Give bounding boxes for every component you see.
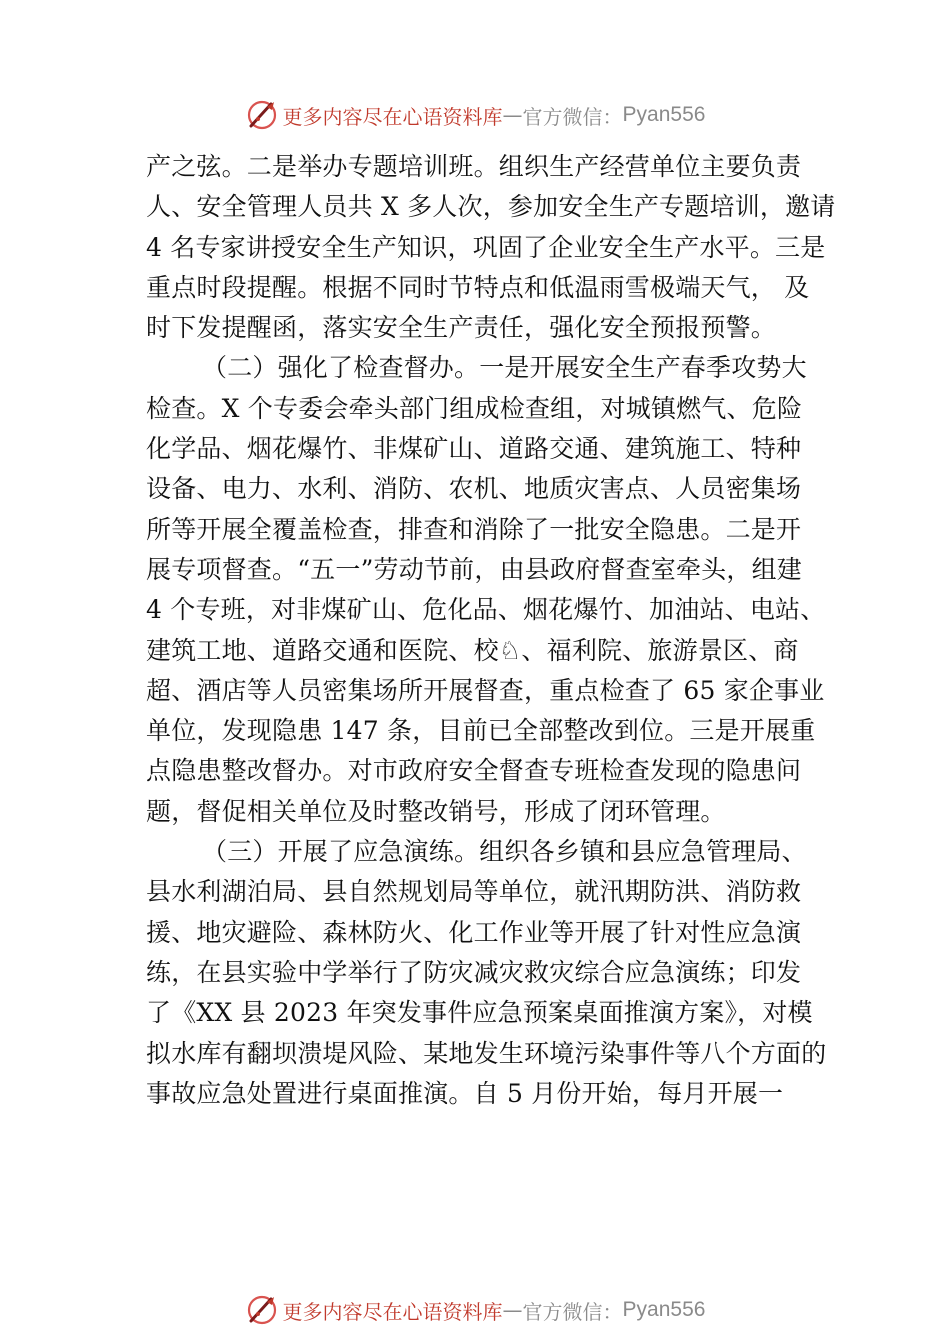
watermark-wechat-id: Pyan556: [622, 1298, 706, 1321]
document-body: [146, 147, 836, 1114]
watermark-red-text: 更多内容尽在心语资料库: [282, 104, 503, 129]
watermark-gray-text: 官方微信：: [522, 104, 623, 129]
text-line: 4 名专家讲授安全生产知识，巩固了企业安全生产水平。三是: [146, 232, 826, 262]
text-line: 重点时段提醒。根据不同时节特点和低温雨雪极端天气， 及: [146, 272, 810, 302]
text-line: 所等开展全覆盖检查，排查和消除了一批安全隐患。二是开: [146, 514, 802, 544]
brush-logo-icon: [245, 1293, 279, 1327]
watermark-dash: —: [502, 1298, 523, 1322]
text-line: 4 个专班，对非煤矿山、危化品、烟花爆竹、加油站、电站、: [146, 595, 826, 625]
text-line: 练，在县实验中学举行了防灾减灾救灾综合应急演练；印发: [146, 957, 802, 987]
text-line: 展专项督查。“五一”劳动节前，由县政府督查室牵头，组建: [146, 554, 802, 584]
text-line: 化学品、烟花爆竹、非煤矿山、道路交通、建筑施工、特种: [146, 434, 802, 464]
text-line: 事故应急处置进行桌面推演。自 5 月份开始，每月开展一: [146, 1078, 784, 1108]
text-line: 点隐患整改督办。对市政府安全督查专班检查发现的隐患问: [146, 756, 802, 786]
text-line: 单位，发现隐患 147 条，目前已全部整改到位。三是开展重: [146, 716, 816, 746]
header-watermark: [0, 95, 950, 135]
brush-logo-icon: [245, 98, 279, 132]
text-line: 产之弦。二是举办专题培训班。组织生产经营单位主要负责: [146, 152, 802, 181]
text-line: 建筑工地、道路交通和医院、校♘、福利院、旅游景区、商: [146, 635, 799, 665]
watermark-red-text: 更多内容尽在心语资料库: [282, 1299, 503, 1324]
text-line: 人、安全管理人员共 X 多人次，参加安全生产专题培训，邀请: [146, 192, 836, 222]
text-line: 检查。X 个专委会牵头部门组成检查组，对城镇燃气、危险: [146, 393, 803, 423]
text-line: 设备、电力、水利、消防、农机、地质灾害点、人员密集场: [146, 474, 802, 504]
watermark-wechat-id: Pyan556: [622, 103, 706, 126]
text-line: 拟水库有翻坝溃堤风险、某地发生环境污染事件等八个方面的: [146, 1038, 827, 1068]
paragraph-start-line: （三）开展了应急演练。组织各乡镇和县应急管理局、: [202, 837, 807, 867]
text-line: 了《XX 县 2023 年突发事件应急预案桌面推演方案》，对模: [146, 998, 813, 1028]
watermark-gray-text: 官方微信：: [522, 1299, 623, 1324]
text-line: 县水利湖泊局、县自然规划局等单位，就汛期防洪、消防救: [146, 877, 802, 907]
watermark-dash: —: [502, 103, 523, 127]
text-line: 题，督促相关单位及时整改销号，形成了闭环管理。: [146, 796, 726, 826]
text-line: 援、地灾避险、森林防火、化工作业等开展了针对性应急演: [146, 917, 802, 947]
footer-watermark: [0, 1290, 950, 1330]
text-line: 时下发提醒函，落实安全生产责任，强化安全预报预警。: [146, 313, 777, 343]
paragraph-start-line: （二）强化了检查督办。一是开展安全生产春季攻势大: [202, 353, 807, 383]
text-line: 超、酒店等人员密集场所开展督查，重点检查了 65 家企事业: [146, 675, 825, 705]
